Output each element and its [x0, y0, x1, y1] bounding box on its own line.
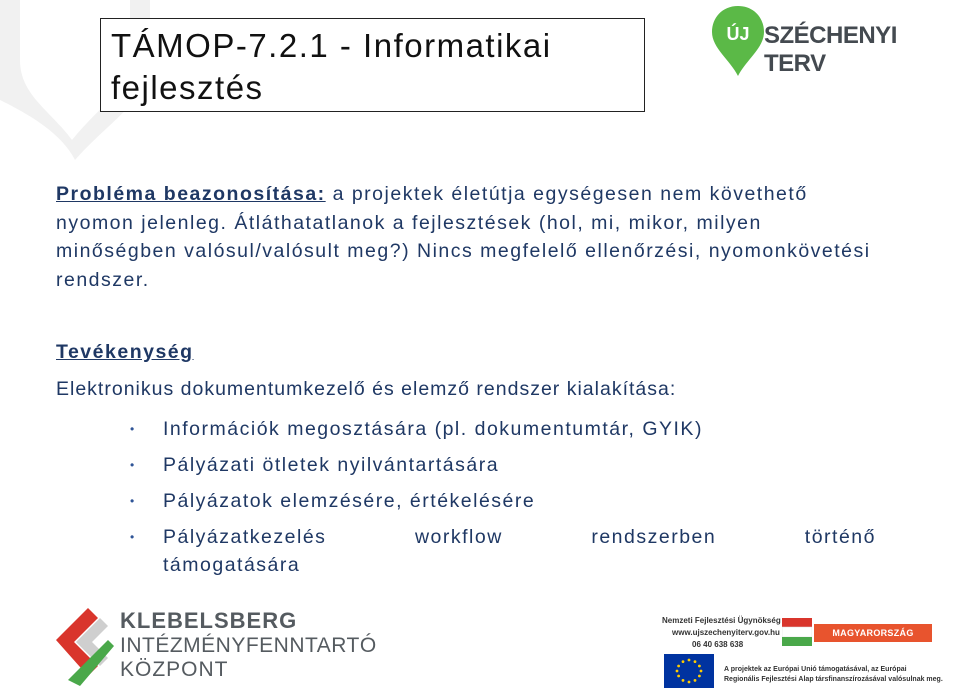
problem-section — [56, 180, 876, 294]
eu-flag-icon — [664, 654, 714, 688]
list-item: • Pályázatkezelés workflow rendszerben történő támogatására — [130, 523, 876, 579]
activity-heading: Tevékenység — [56, 341, 194, 363]
nfu-name: Nemzeti Fejlesztési Ügynökség — [662, 616, 781, 625]
klebelsberg-line1: KLEBELSBERG — [120, 608, 298, 633]
magyarorszag-megujul-badge: MAGYARORSZÁG MEGÚJUL — [814, 624, 932, 642]
problem-label: Probléma beazonosítása: — [56, 183, 326, 205]
nfu-logo-block — [662, 616, 952, 692]
szechenyi-pin-icon — [708, 2, 768, 82]
list-item: • Pályázatok elemzésére, értékelésére — [130, 487, 876, 515]
eu-support-line2: Regionális Fejlesztési Alap társfinanszírozásával valósulnak meg. — [724, 676, 943, 683]
bullet-icon: • — [130, 422, 136, 436]
activity-list — [130, 415, 876, 587]
hungarian-flag-icon — [782, 618, 812, 646]
klebelsberg-logo — [48, 600, 377, 688]
title-box — [100, 18, 645, 112]
bullet-icon: • — [130, 530, 136, 544]
eu-support-line1: A projektek az Európai Unió támogatásával, az Európai — [724, 666, 907, 673]
problem-text: a projektek életútja egységesen nem követhető nyomon jelenleg. Átláthatatlanok a fejlesztések (hol, mi, mikor, milyen minőségben valósul/valósult meg?) Nincs megfelelő ellenőrzési, nyomonkövetési rendszer. — [56, 183, 871, 291]
logo-wordmark: SZÉCHENYI TERV — [764, 22, 897, 77]
bullet-icon: • — [130, 458, 136, 472]
activity-intro: Elektronikus dokumentumkezelő és elemző rendszer kialakítása: — [56, 378, 677, 400]
nfu-website: www.ujszechenyiterv.gov.hu — [672, 628, 780, 637]
nfu-phone: 06 40 638 638 — [692, 640, 744, 649]
list-item: • Pályázati ötletek nyilvántartására — [130, 451, 876, 479]
klebelsberg-line2: INTÉZMÉNYFENNTARTÓ — [120, 634, 377, 657]
logo-badge: ÚJ — [726, 24, 750, 44]
problem-paragraph — [56, 180, 876, 294]
klebelsberg-line3: KÖZPONT — [120, 658, 229, 681]
szechenyi-terv-logo — [708, 2, 948, 82]
page-title: TÁMOP-7.2.1 - Informatikai fejlesztés — [111, 27, 552, 106]
list-item: • Információk megosztására (pl. dokumentumtár, GYIK) — [130, 415, 876, 443]
bullet-icon: • — [130, 494, 136, 508]
klebelsberg-chevron-icon — [48, 600, 118, 688]
